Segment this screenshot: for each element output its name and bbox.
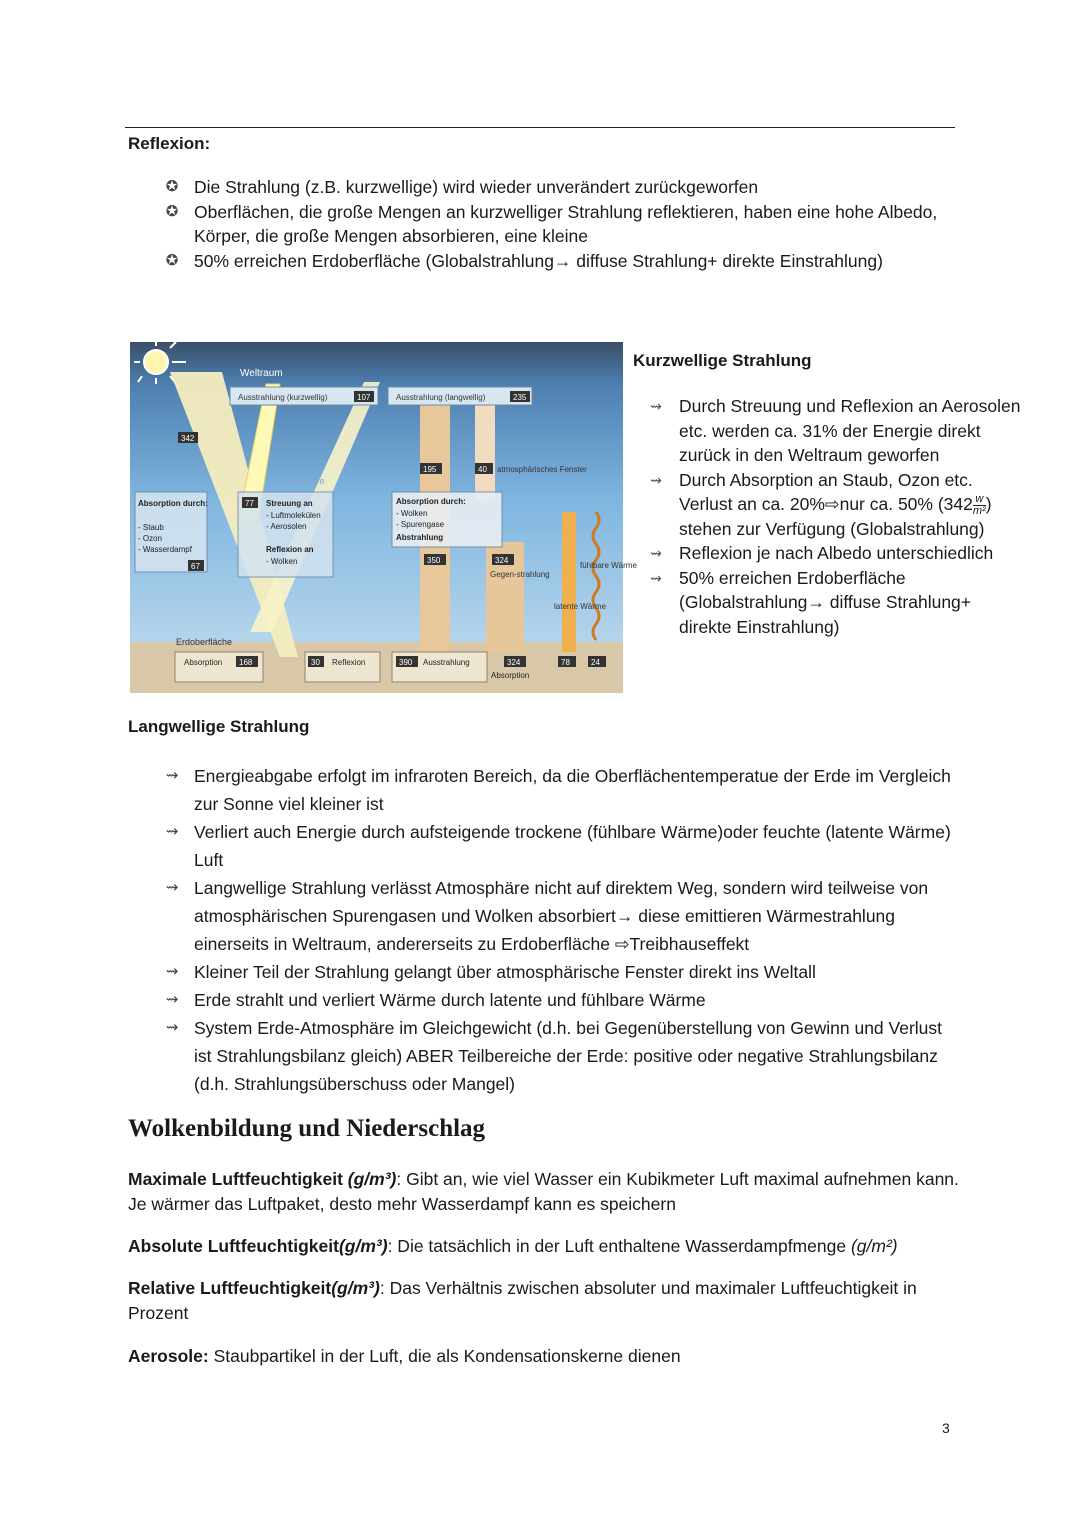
list-item: ⇝ Durch Absorption an Staub, Ozon etc. Verlust an ca. 20%⇨nur ca. 50% (342 $\frac{w}{\text{m²}}$ ) stehen zur Verfügung (Globalstrahlung) (645, 468, 1025, 542)
window-column (475, 400, 495, 500)
reflexion-list (128, 175, 958, 273)
list-item: ⇝ Kleiner Teil der Strahlung gelangt über atmosphärische Fenster direkt ins Weltall (128, 958, 958, 986)
atmosphaere-label: Atmosphäre (276, 476, 325, 486)
value-195: 195 (423, 465, 437, 474)
arrow-bullet-icon: ⇝ (165, 963, 179, 980)
list-item: ⇝ Reflexion je nach Albedo unterschiedlich (645, 541, 1025, 566)
list-item: ✪ 50% erreichen Erdoberfläche (Globalstrahlung→ diffuse Strahlung+ direkte Einstrahlung) (128, 249, 958, 274)
kurzwellig-list (645, 394, 1025, 639)
page-number: 3 (942, 1420, 950, 1436)
list-item: ⇝ System Erde-Atmosphäre im Gleichgewicht (d.h. bei Gegenüberstellung von Gewinn und Verlust ist Strahlungsbilanz gleich) ABER Teilbereiche der Erde: positive oder negative Strahlungsbilanz (d.h. Strahlungsüberschuss oder Mangel) (128, 1014, 958, 1098)
ausstrahlung-lang-label: Ausstrahlung (langwellig) (396, 393, 486, 402)
value-30: 30 (311, 658, 320, 667)
langwellig-list (128, 762, 958, 1098)
abstrahlung-label: Abstrahlung (396, 533, 444, 542)
fuehlbare-waerme-label: fühlbare Wärme (580, 561, 637, 570)
arrow-bullet-icon: ⇝ (650, 569, 662, 586)
wolken-absorption-wolken: - Wolken (396, 509, 428, 518)
list-item: ⇝ Energieabgabe erfolgt im infraroten Bereich, da die Oberflächentemperatue der Erde im Vergleich zur Sonne viel kleiner ist (128, 762, 958, 818)
relativ-paragraph: Relative Luftfeuchtigkeit(g/m³): Das Verhältnis zwischen absoluter und maximaler Luftfeuchtigkeit in Prozent (128, 1278, 917, 1323)
value-24: 24 (591, 658, 600, 667)
value-390: 390 (399, 658, 413, 667)
gear-bullet-icon: ✪ (165, 178, 179, 195)
wolken-absorption-title: Absorption durch: (396, 497, 466, 506)
arrow-bullet-icon: ⇝ (165, 879, 179, 896)
value-324-absorption: 324 (507, 658, 521, 667)
absorption-title: Absorption durch: (138, 499, 208, 508)
value-324-gegen: 324 (495, 556, 509, 565)
gegenstrahlung-label: Gegen-strahlung (490, 570, 550, 579)
streuung-aerosole: - Aerosolen (266, 522, 307, 531)
ground-reflexion-label: Reflexion (332, 658, 366, 667)
gear-bullet-icon: ✪ (165, 202, 179, 220)
langwellig-heading: Langwellige Strahlung (128, 717, 310, 736)
absorption-staub: - Staub (138, 523, 164, 532)
kurzwellig-heading: Kurzwellige Strahlung (633, 351, 812, 370)
arrow-bullet-icon: ⇝ (650, 545, 662, 562)
list-item: ⇝ Verliert auch Energie durch aufsteigende trockene (fühlbare Wärme)oder feuchte (latente Wärme) Luft (128, 818, 958, 874)
reflexion-heading: Reflexion: (128, 134, 211, 153)
weltraum-label: Weltraum (240, 368, 283, 379)
reflexion-wolken: - Wolken (266, 557, 298, 566)
unit-fraction: $\frac{w}{\text{m²}}$ (972, 492, 986, 517)
sensible-heat-column (562, 512, 576, 652)
absorption-ozon: - Ozon (138, 534, 163, 543)
streuung-luftmolekuele: - Luftmolekülen (266, 511, 321, 520)
value-235: 235 (513, 393, 527, 402)
value-77: 77 (245, 499, 254, 508)
arrow-bullet-icon: ⇝ (650, 471, 662, 488)
value-168: 168 (239, 658, 253, 667)
list-item: ⇝ Erde strahlt und verliert Wärme durch latente und fühlbare Wärme (128, 986, 958, 1014)
absorption2-label: Absorption (491, 671, 530, 680)
value-67: 67 (191, 562, 200, 571)
streuung-title: Streuung an (266, 499, 313, 508)
arrow-bullet-icon: ⇝ (165, 991, 179, 1008)
aerosole-paragraph: Aerosole: Staubpartikel in der Luft, die als Kondensationskerne dienen (128, 1346, 681, 1366)
list-item: ⇝ Langwellige Strahlung verlässt Atmosphäre nicht auf direktem Weg, sondern wird teilweise von atmosphärischen Spurengasen und Wolken absorbiert→ diese emittieren Wärmestrahlung einerseits in Weltraum, andererseits zu Erdoberfläche ⇨Treibhauseffekt (128, 874, 958, 958)
ground-ausstrahlung-label: Ausstrahlung (423, 658, 470, 667)
reflexion-an-label: Reflexion an (266, 545, 314, 554)
wolken-heading: Wolkenbildung und Niederschlag (128, 1115, 486, 1142)
erdoberflaeche-label: Erdoberfläche (176, 637, 233, 647)
value-78: 78 (561, 658, 570, 667)
absorption-wasserdampf: - Wasserdampf (138, 545, 192, 554)
absolut-paragraph: Absolute Luftfeuchtigkeit(g/m³): Die tatsächlich in der Luft enthaltene Wasserdampfmenge (g/m²) (128, 1236, 898, 1256)
maximal-paragraph: Maximale Luftfeuchtigkeit (g/m³): Gibt an, wie viel Wasser ein Kubikmeter Luft maximal aufnehmen kann. Je wärmer das Luftpaket, desto mehr Wasserdampf kann es speichern (128, 1169, 959, 1214)
radiation-balance-diagram (130, 342, 637, 693)
top-rule (125, 127, 955, 128)
list-item: ⇝ Durch Streuung und Reflexion an Aerosolen etc. werden ca. 31% der Energie direkt zurück in den Weltraum geworfen (645, 394, 1025, 468)
arrow-bullet-icon: ⇝ (165, 823, 179, 840)
list-item: ✪ Oberflächen, die große Mengen an kurzwelliger Strahlung reflektieren, haben eine hohe Albedo, Körper, die große Mengen absorbieren, eine kleine (128, 200, 958, 249)
fenster-label: atmosphärisches Fenster (497, 465, 587, 474)
wolken-absorption-spurengase: - Spurengase (396, 520, 445, 529)
value-342: 342 (181, 434, 195, 443)
list-item: ⇝ 50% erreichen Erdoberfläche (Globalstrahlung→ diffuse Strahlung+ direkte Einstrahlung) (645, 566, 1025, 640)
ausstrahlung-kurz-label: Ausstrahlung (kurzwellig) (238, 393, 328, 402)
arrow-bullet-icon: ⇝ (165, 767, 179, 784)
gear-bullet-icon: ✪ (165, 251, 179, 269)
value-40: 40 (478, 465, 487, 474)
ground-absorption-label: Absorption (184, 658, 223, 667)
value-107: 107 (357, 393, 371, 402)
list-item: ✪ Die Strahlung (z.B. kurzwellige) wird wieder unverändert zurückgeworfen (128, 175, 958, 200)
value-350: 350 (427, 556, 441, 565)
latente-waerme-label: latente Wärme (554, 602, 607, 611)
arrow-bullet-icon: ⇝ (650, 398, 662, 414)
arrow-bullet-icon: ⇝ (165, 1019, 179, 1036)
